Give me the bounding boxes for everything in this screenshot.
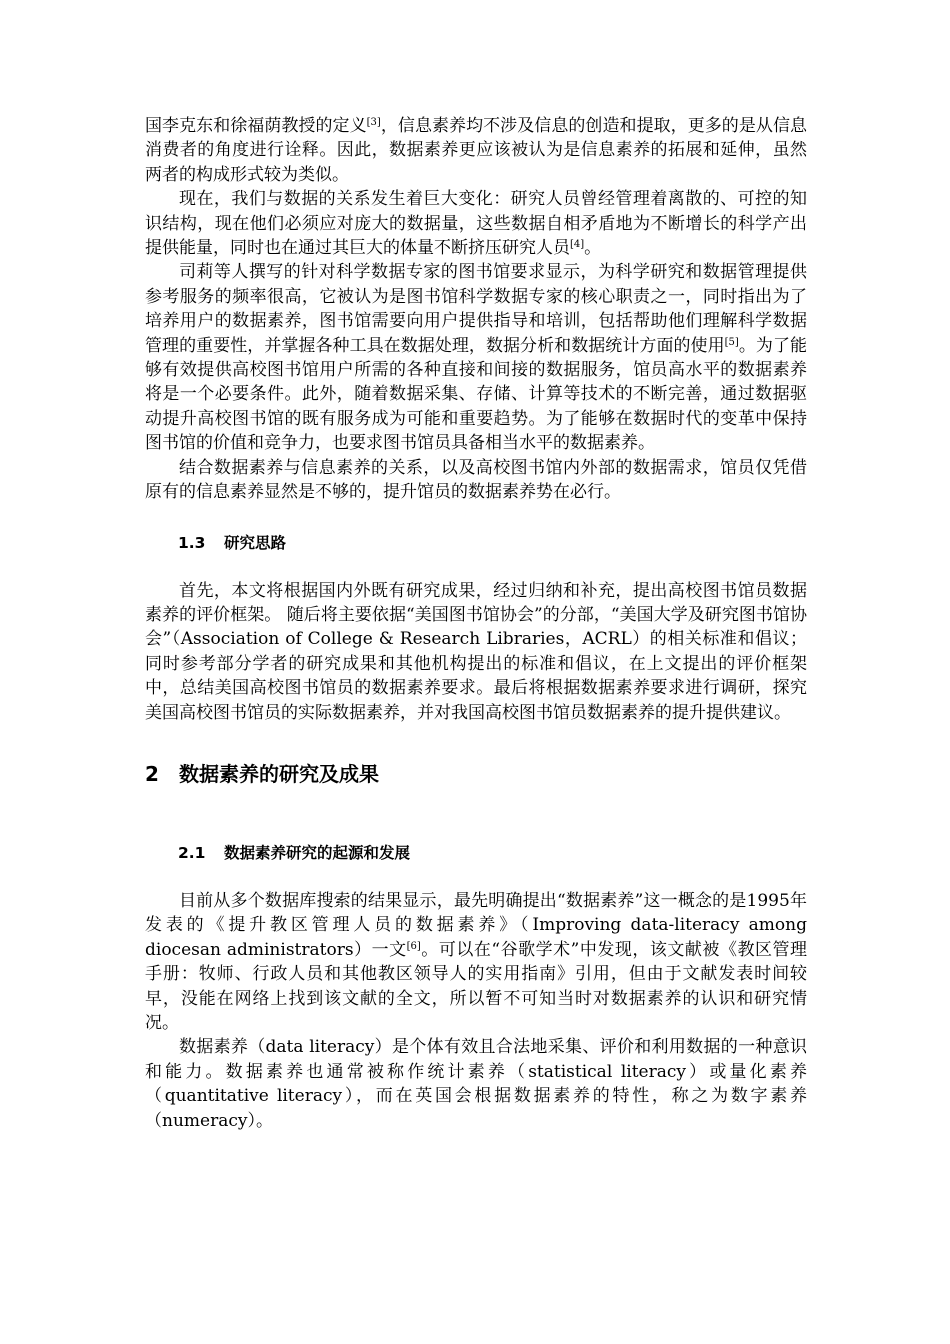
- section-heading-1-3: [145, 531, 807, 555]
- paragraph-4: 结合数据素养与信息素养的关系，以及高校图书馆内外部的数据需求，馆员仅凭借原有的信息素养显然是不够的，提升馆员的数据素养势在必行。: [145, 457, 807, 503]
- paragraph-1: 国李克东和徐福荫教授的定义[3]，信息素养均不涉及信息的创造和提取，更多的是从信息消费者的角度进行诠释。因此，数据素养更应该被认为是信息素养的拓展和延伸，虽然两者的构成形式较为类似。: [145, 116, 807, 185]
- section-number: 1.3: [178, 533, 206, 552]
- paragraph-7: 数据素养（data literacy）是个体有效且合法地采集、评价和利用数据的一种意识和能力。数据素养也通常被称作统计素养（statistical literacy）或量化素养（quantitative literacy），而在英国会根据数据素养的特性，称之为数字素养（numeracy）。: [145, 1037, 807, 1131]
- paragraph-5: 首先，本文将根据国内外既有研究成果，经过归纳和补充，提出高校图书馆员数据素养的评价框架。 随后将主要依据“美国图书馆协会”的分部，“美国大学及研究图书馆协会”（Association of College & Research Libraries，ACRL）的相关标准和倡议；同时参考部分学者的研究成果和其他机构提出的标准和倡议，在上文提出的评价框架中，总结美国高校图书馆员的数据素养要求。最后将根据数据素养要求进行调研，探究美国高校图书馆员的实际数据素养，并对我国高校图书馆员数据素养的提升提供建议。: [145, 580, 807, 723]
- section-title: 研究思路: [224, 533, 287, 552]
- paragraph-3: 司莉等人撰写的针对科学数据专家的图书馆要求显示，为科学研究和数据管理提供参考服务的频率很高，它被认为是图书馆科学数据专家的核心职责之一，同时指出为了培养用户的数据素养，图书馆需要向用户提供指导和培训，包括帮助他们理解科学数据管理的重要性，并掌握各种工具在数据处理，数据分析和数据统计方面的使用[5]。为了能够有效提供高校图书馆用户所需的各种直接和间接的数据服务，馆员高水平的数据素养将是一个必要条件。此外，随着数据采集、存储、计算等技术的不断完善，通过数据驱动提升高校图书馆的既有服务成为可能和重要趋势。为了能够在数据时代的变革中保持图书馆的价值和竞争力，也要求图书馆员具备相当水平的数据素养。: [145, 262, 808, 454]
- chapter-number: 2: [145, 761, 159, 786]
- paragraph-2: 现在，我们与数据的关系发生着巨大变化：研究人员曾经管理着离散的、可控的知识结构，现在他们必须应对庞大的数据量，这些数据自相矛盾地为不断增长的科学产出提供能量，同时也在通过其巨大的体量不断挤压研究人员[4]。: [145, 189, 807, 259]
- section-heading-2-1: [145, 841, 807, 865]
- chapter-heading-2: [145, 759, 807, 789]
- paragraph-6: 目前从多个数据库搜索的结果显示，最先明确提出“数据素养”这一概念的是1995年发表的《提升教区管理人员的数据素养》（Improving data-literacy among diocesan administrators）一文[6]。可以在“谷歌学术”中发现，该文献被《教区管理手册：牧师、行政人员和其他教区领导人的实用指南》引用，但由于文献发表时间较早，没能在网络上找到该文献的全文，所以暂不可知当时对数据素养的认识和研究情况。: [145, 890, 807, 1033]
- chapter-title: 数据素养的研究及成果: [179, 761, 379, 786]
- citation-4[interactable]: [4]: [570, 239, 585, 251]
- citation-5[interactable]: [5]: [724, 336, 739, 348]
- document-page: [145, 114, 807, 1133]
- citation-6[interactable]: [6]: [406, 940, 421, 952]
- section-title: 数据素养研究的起源和发展: [224, 843, 411, 862]
- citation-3[interactable]: [3]: [366, 117, 381, 128]
- section-number: 2.1: [178, 843, 206, 862]
